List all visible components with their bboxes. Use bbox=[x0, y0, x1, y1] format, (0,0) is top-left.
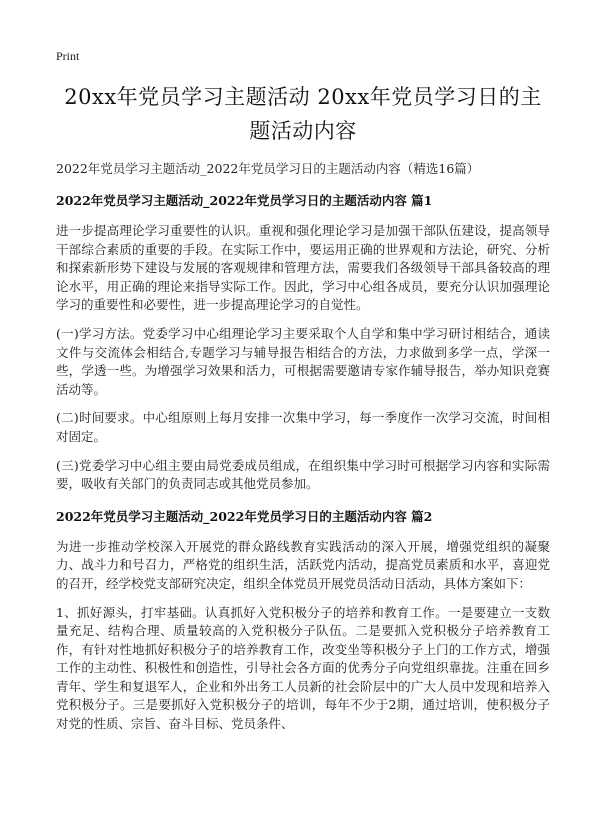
paragraph: (二)时间要求。中心组原则上每月安排一次集中学习，每一季度作一次学习交流，时间相对固定。 bbox=[56, 410, 550, 444]
document-title: 20xx年党员学习主题活动 20xx年党员学习日的主题活动内容 bbox=[64, 85, 542, 143]
paragraph: 进一步提高理论学习重要性的认识。重视和强化理论学习是加强干部队伍建设，提高领导干部综合素质的重要的手段。在实际工作中，要运用正确的世界观和方法论，研究、分析和探索新形势下建设与发展的客观规律和管理方法，需要我们各级领导干部具备较高的理论水平，用正确的理论来指导实际工作。因此，学习中心组各成员，要充分认识加强理论学习的重要性和必要性，进一步提高理论学习的自觉性。 bbox=[56, 223, 550, 313]
print-label: Print bbox=[56, 49, 80, 63]
paragraph: 1、抓好源头，打牢基础。认真抓好入党积极分子的培养和教育工作。一是要建立一支数量充足、结构合理、质量较高的入党积极分子队伍。二是要抓入党积极分子培养教育工作，有针对性地抓好积极分子的培养教育工作，改变坐等积极分子上门的工作方式，增强工作的主动性、积极性和创造性，引导社会各方面的优秀分子向党组织靠拢。注重在回乡青年、学生和复退军人，企业和外出务工人员新的社会阶层中的广大人员中发现和培养入党积极分子。三是要抓好入党积极分子的培训，每年不少于2期，通过培训，使积极分子对党的性质、宗旨、奋斗目标、党员条件、 bbox=[56, 604, 550, 732]
paragraph: (三)党委学习中心组主要由局党委成员组成，在组织集中学习时可根据学习内容和实际需要，吸收有关部门的负责同志或其他党员参加。 bbox=[56, 457, 550, 492]
paragraph: (一)学习方法。党委学习中心组理论学习主要采取个人自学和集中学习研讨相结合，通读文件与交流体会相结合,专题学习与辅导报告相结合的方法，力求做到多学一点，学深一些，学透一些。为增强学习效果和活力，可根据需要邀请专家作辅导报告，举办知识竞赛活动等。 bbox=[56, 325, 550, 397]
section-heading-1: 2022年党员学习主题活动_2022年党员学习日的主题活动内容 篇1 bbox=[56, 193, 433, 208]
section-heading-2: 2022年党员学习主题活动_2022年党员学习日的主题活动内容 篇2 bbox=[56, 508, 433, 524]
paragraph: 为进一步推动学校深入开展党的群众路线教育实践活动的深入开展，增强党组织的凝聚力、战斗力和号召力，严格党的组织生活，活跃党内活动，提高党员素质和水平，喜迎党的召开，经学校党支部研究决定，组织全体党员开展党员活动日活动，具体方案如下： bbox=[56, 538, 550, 591]
document-subtitle: 2022年党员学习主题活动_2022年党员学习日的主题活动内容（精选16篇） bbox=[56, 161, 480, 176]
